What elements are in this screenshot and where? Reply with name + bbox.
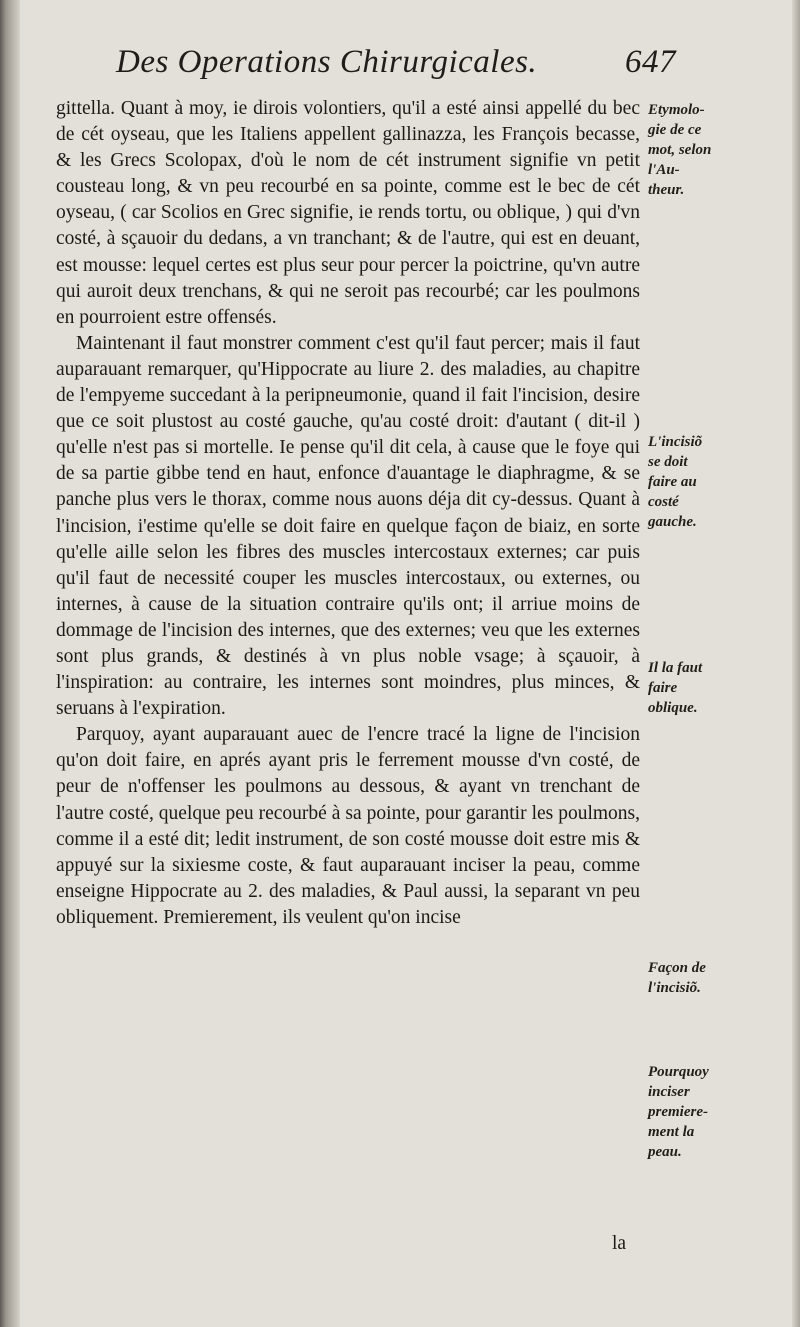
margin-note-line: se doit — [648, 454, 688, 470]
binding-gutter — [0, 0, 20, 1327]
margin-note-oblique — [648, 658, 788, 718]
margin-note-line: theur. — [648, 182, 685, 198]
margin-note-line: peau. — [648, 1144, 682, 1160]
margin-note-line: Il la faut — [648, 660, 703, 676]
margin-note-line: l'incisiõ. — [648, 980, 701, 996]
margin-note-line: Etymolo- — [648, 102, 705, 118]
margin-note-line: L'incisiõ — [648, 434, 703, 450]
margin-note-line: ment la — [648, 1124, 695, 1140]
paragraph-2: Maintenant il faut monstrer comment c'est qu'il faut percer; mais il faut auparauant remarquer, qu'Hippocrate au liure 2. des maladies, au chapitre de l'empyeme succedant à la peripneumonie, quand il fait l'incision, desire que ce soit plustost au costé gauche, qu'au costé droit: d'autant ( dit-il ) qu'elle n'est pas si mortelle. Ie pense qu'il dit cela, à cause que le foye qui de sa partie gibbe tend en haut, enfonce d'auantage le diaphragme, & se panche plus vers le thorax, comme nous auons déja dit cy-dessus. Quant à l'incision, i'estime qu'elle se doit faire en quelque façon de biaiz, en sorte qu'elle aille selon les fibres des muscles intercostaux externes; car puis qu'il faut de necessité couper les muscles intercostaux, ou externes, ou internes, à cause de la situation contraire qu'ils ont; il arriue moins de dommage de l'incision des internes, que des externes; veu que les externes sont plus grands, & destinés à vn plus noble vsage; à sçauoir, à l'inspiration: au contraire, les internes sont moindres, plus minces, & seruans à l'expiration. — [56, 332, 640, 720]
margin-note-line: premiere- — [648, 1104, 708, 1120]
margin-note-left-side — [648, 432, 788, 532]
margin-note-line: Façon de — [648, 960, 706, 976]
margin-note-etymology — [648, 100, 788, 200]
running-title: Des Operations Chirurgicales. — [116, 44, 538, 80]
margin-note-line: mot, selon — [648, 142, 712, 158]
paragraph-1: gittella. Quant à moy, ie dirois volontiers, qu'il a esté ainsi appellé du bec de cét oyseau, que les Italiens appellent gallinazza, les François becasse, & les Grecs Scolopax, d'où le nom de cét instrument signifie vn petit cousteau long, & vn peu recourbé en sa pointe, comme est le bec de cét oyseau, ( car Scolios en Grec signifie, ie rends tortu, ou oblique, ) qui d'vn costé, à sçauoir du dedans, a vn tranchant; & de l'autre, qui est en deuant, est mousse: lequel certes est plus seur pour percer la poictrine, qu'vn autre qui auroit deux trenchans, & qui ne seroit pas recourbé; car les poulmons en pourroient estre offensés. — [56, 98, 640, 328]
page-number: 647 — [625, 44, 676, 80]
margin-note-line: gauche. — [648, 514, 697, 530]
margin-note-why-skin-first — [648, 1062, 788, 1162]
margin-note-line: costé — [648, 494, 679, 510]
margin-note-line: inciser — [648, 1084, 690, 1100]
margin-note-line: faire au — [648, 474, 697, 490]
margin-note-line: Pourquoy — [648, 1064, 709, 1080]
running-header — [116, 44, 676, 81]
margin-note-line: gie de ce — [648, 122, 702, 138]
main-text — [56, 96, 640, 931]
margin-note-line: faire — [648, 680, 678, 696]
catchword: la — [612, 1233, 627, 1254]
margin-note-line: l'Au- — [648, 162, 680, 178]
margin-note-line: oblique. — [648, 700, 698, 716]
paragraph-3: Parquoy, ayant auparauant auec de l'encre tracé la ligne de l'incision qu'on doit faire, en aprés ayant pris le ferrement mousse d'vn costé, de peur de n'offenser les poulmons au dessous, & ayant vn trenchant de l'autre costé, quelque peu recourbé à sa pointe, pour garantir les poulmons, comme il a esté dit; ledit instrument, de son costé mousse doit estre mis & appuyé sur la sixiesme coste, & faut auparauant inciser la peau, comme enseigne Hippocrate au 2. des maladies, & Paul aussi, la separant vn peu obliquement. Premierement, ils veulent qu'on incise — [56, 724, 640, 928]
page-edge — [792, 0, 800, 1327]
margin-note-incision-method — [648, 958, 788, 998]
